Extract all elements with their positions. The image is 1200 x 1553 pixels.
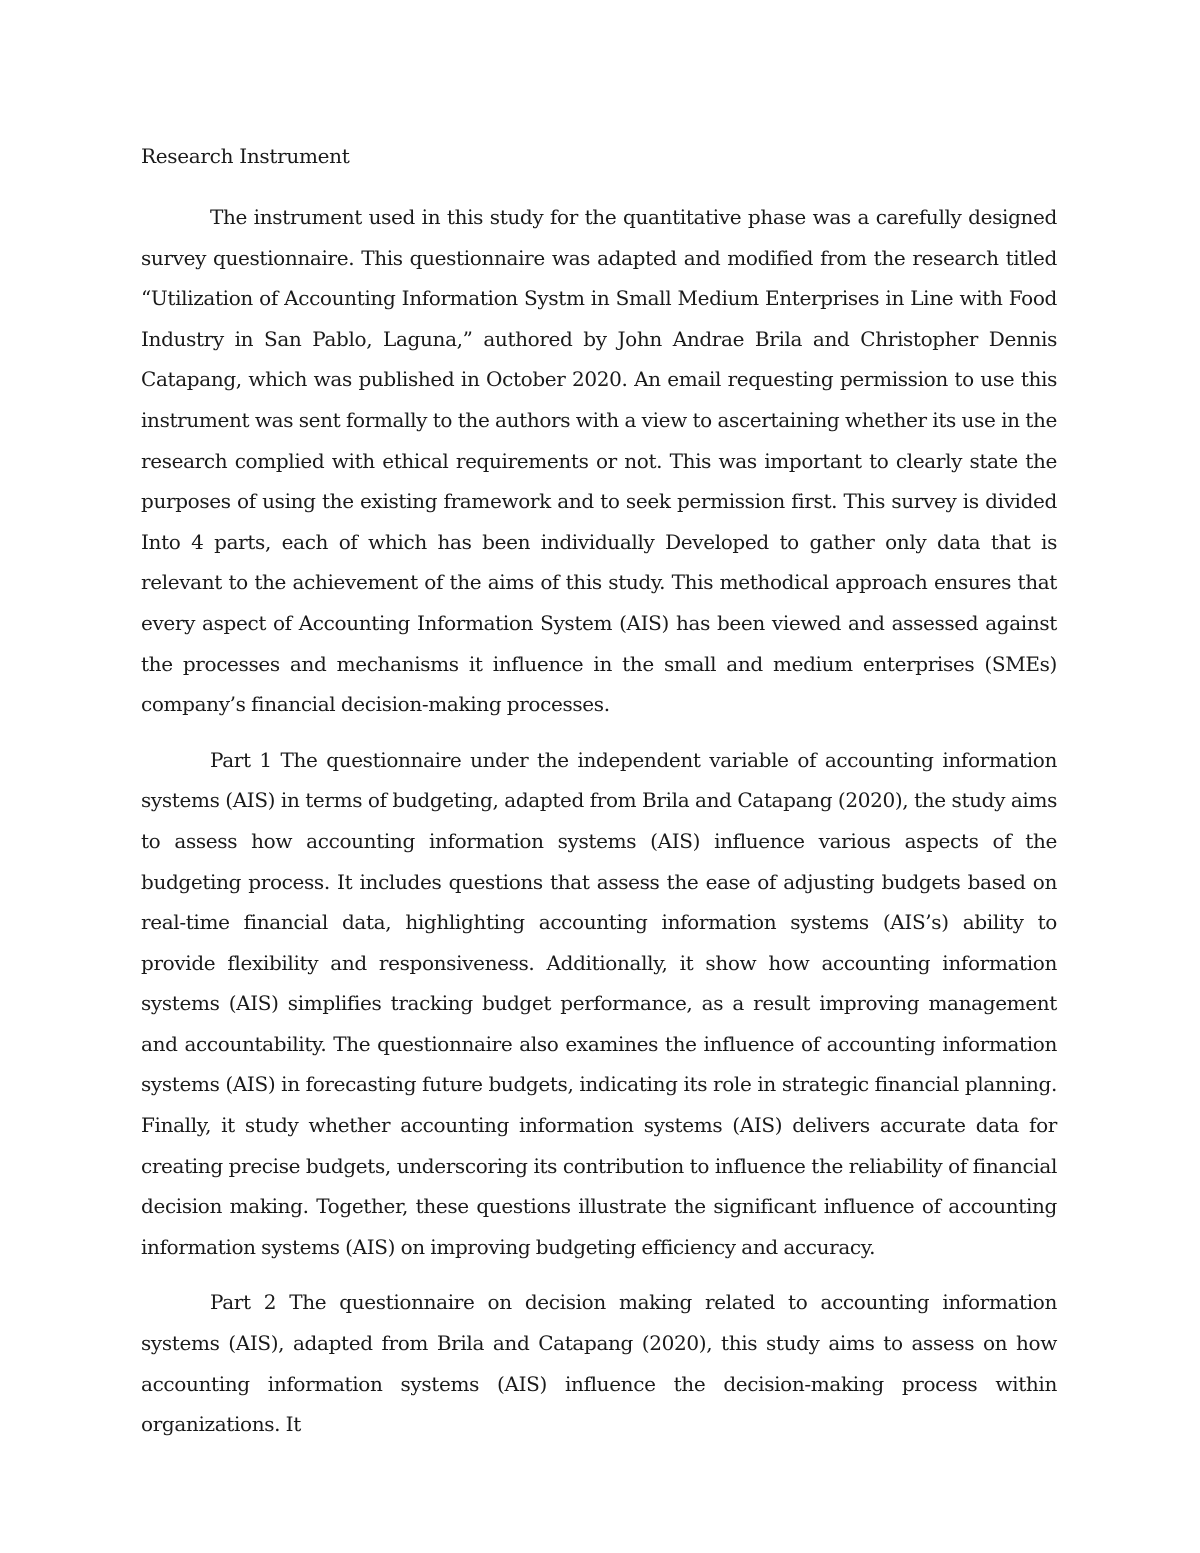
- section-heading: Research Instrument: [141, 144, 350, 168]
- document-body: [141, 141, 1057, 1460]
- paragraph-intro: The instrument used in this study for the quantitative phase was a carefully designed survey questionnaire. This questionnaire was adapted and modified from the research titled “Utilization of Accounting Information Systm in Small Medium Enterprises in Line with Food Industry in San Pablo, Laguna,” authored by John Andrae Brila and Christopher Dennis Catapang, which was published in October 2020. An email requesting permission to use this instrument was sent formally to the authors with a view to ascertaining whether its use in the research complied with ethical requirements or not. This was important to clearly state the purposes of using the existing framework and to seek permission first. This survey is divided Into 4 parts, each of which has been individually Developed to gather only data that is relevant to the achievement of the aims of this study. This methodical approach ensures that every aspect of Accounting Information System (AIS) has been viewed and assessed against the processes and mechanisms it influence in the small and medium enterprises (SMEs) company’s financial decision-making processes.: [141, 205, 1057, 717]
- paragraph-part-1: Part 1 The questionnaire under the independent variable of accounting information systems (AIS) in terms of budgeting, adapted from Brila and Catapang (2020), the study aims to assess how accounting information systems (AIS) influence various aspects of the budgeting process. It includes questions that assess the ease of adjusting budgets based on real-time financial data, highlighting accounting information systems (AIS’s) ability to provide flexibility and responsiveness. Additionally, it show how accounting information systems (AIS) simplifies tracking budget performance, as a result improving management and accountability. The questionnaire also examines the influence of accounting information systems (AIS) in forecasting future budgets, indicating its role in strategic financial planning. Finally, it study whether accounting information systems (AIS) delivers accurate data for creating precise budgets, underscoring its contribution to influence the reliability of financial decision making. Together, these questions illustrate the significant influence of accounting information systems (AIS) on improving budgeting efficiency and accuracy.: [141, 747, 1057, 1259]
- paragraph-part-2: Part 2 The questionnaire on decision making related to accounting information systems (AIS), adapted from Brila and Catapang (2020), this study aims to assess on how accounting information systems (AIS) influence the decision-making process within organizations. It: [141, 1290, 1057, 1437]
